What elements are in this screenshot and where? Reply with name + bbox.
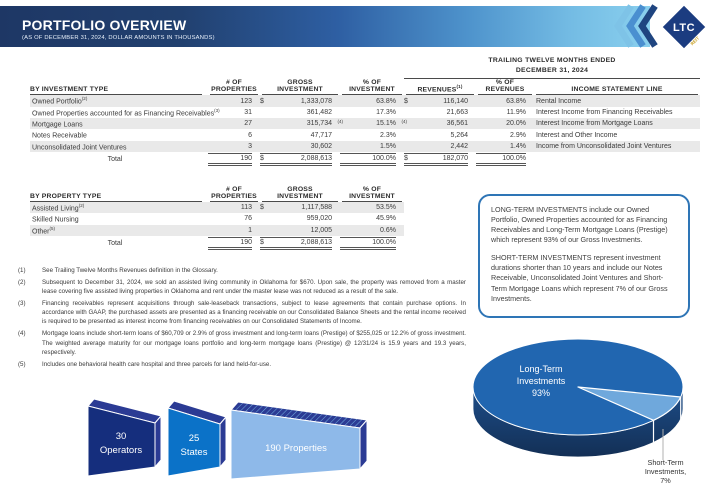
ttm-header (404, 56, 700, 79)
banner-graphic (78, 392, 378, 486)
footnote-item: (5) Includes one behavioral health care hospital and three parcels for land held-for-use. (18, 360, 272, 368)
banner-value: 30 (115, 431, 127, 442)
header-band (0, 6, 650, 47)
col-num-properties: # OF PROPERTIES (211, 79, 257, 94)
col-pct-revenues: % OF REVENUES (478, 79, 532, 95)
chevron-left-icon (642, 6, 655, 46)
banner-properties (231, 402, 367, 479)
pie-label-long-term: Long-Term Investments 93% (516, 364, 566, 399)
footnote-item: (1) See Trailing Twelve Months Revenues definition in the Glossary. (18, 267, 218, 274)
banner-value: 190 Properties (265, 443, 327, 454)
header-text (22, 17, 215, 41)
investment-definitions-box (478, 194, 690, 318)
col-gross-investment: GROSS INVESTMENT (262, 186, 338, 202)
property-table-header (30, 186, 404, 202)
banner-value: 25 (188, 433, 200, 444)
footnote-item: (2) Subsequent to December 31, 2024, we sold an assisted living community in Oklahoma for $670. Upon sale, the property was removed from a master lease covering five assisted living properties in Oklahoma and rent under the master lease was not reduced as a result of the sale. (18, 278, 466, 296)
col-gross-investment: GROSS INVESTMENT (262, 79, 338, 95)
short-term-definition: SHORT-TERM INVESTMENTS represent investment durations shorter than 10 years and include our Notes Receivable, Unconsolidated Joint Ventures and Short-Term Mortgage Loans which represent 7% of our Gross Investments. (491, 253, 668, 303)
col-income-statement-line: INCOME STATEMENT LINE (536, 86, 698, 95)
logo-reit-text: REIT (689, 35, 701, 47)
table-row: Owned Portfolio$^{(2)}$ 123 $ 1,333,078 63.8% $ 116,140 63.8% Rental Income (30, 95, 700, 106)
col-revenues: REVENUES$^{(1)}$ (406, 84, 474, 95)
banner-shapes (78, 392, 378, 486)
table-row: Assisted Living$^{(2)}$ 113 $ 1,117,588 53.5% (30, 202, 404, 213)
ltc-logo-graphic (588, 1, 710, 53)
table-row: Unconsolidated Joint Ventures 3 30,602 1.5% 2,442 1.4% Income from Unconsolidated Joint Ventures (30, 141, 700, 152)
page-title: PORTFOLIO OVERVIEW (22, 17, 187, 33)
col-pct-investment: % OF INVESTMENT (342, 186, 402, 202)
property-table (30, 186, 404, 251)
total-row: Total 190 $ 2,088,613 100.0% (30, 236, 404, 251)
investment-table (30, 56, 700, 167)
pie-label-short-term: Short-Term Investments, 7% (644, 458, 687, 485)
banner-states (168, 401, 226, 476)
banner-label: Operators (99, 445, 143, 456)
footnotes (18, 266, 466, 371)
col-pct-investment: % OF INVESTMENT (342, 79, 402, 95)
banner-label: States (180, 447, 208, 458)
ltc-logo (588, 1, 710, 53)
total-row: Total 190 $ 2,088,613 100.0% $ 182,070 100.0% (30, 152, 700, 167)
ttm-line2: DECEMBER 31, 2024 (515, 67, 589, 75)
footnote-item: (3) Financing receivables represent acquisitions through sale-leaseback transactions, subject to lease agreements that contain purchase options. In accordance with GAAP, the purchased assets are presented as a financing receivable on our Consolidated Balance Sheets and the rental income received is required to be presented as interest income from financing receivables on our Consolidated Statements of Income. (18, 299, 466, 326)
table-row: Notes Receivable 6 47,717 2.3% 5,264 2.9% Interest and Other Income (32, 131, 618, 140)
col-property-type: BY PROPERTY TYPE (30, 193, 202, 202)
pie-chart (468, 334, 710, 486)
col-num-properties: # OF PROPERTIES (211, 186, 257, 200)
table-row: Mortgage Loans 27 315,734 (4) 15.1% (4) 36,561 20.0% Interest Income from Mortgage Loans (30, 118, 700, 129)
page-subtitle: (AS OF DECEMBER 31, 2024, DOLLAR AMOUNTS IN THOUSANDS) (22, 35, 215, 41)
table-row: Skilled Nursing 76 959,020 45.9% (32, 215, 396, 224)
ttm-header-row (30, 56, 700, 79)
ttm-line1: TRAILING TWELVE MONTHS ENDED (488, 57, 616, 64)
investment-table-header (30, 79, 700, 95)
table-row: Other$^{(5)}$ 1 12,005 0.6% (30, 225, 404, 236)
table-row: Owned Properties accounted for as Financing Receivables$^{(3)}$ 31 361,482 17.3% 21,663 11.9% Interest Income from Financing Receivables (32, 107, 673, 118)
footnote-item: (4) Mortgage loans include short-term loans of $60,709 or 2.9% of gross investment and long-term loans (Prestige) of $255,025 or 12.2% of gross investment. The weighted average maturity for our mortgage loans portfolio and long-term mortgage loans (Prestige) @ 12/31/24 is 15.9 years and 19.3 years, respectively. (18, 330, 466, 356)
col-investment-type: BY INVESTMENT TYPE (30, 86, 202, 95)
logo-text: LTC (672, 22, 696, 34)
banner-operators (88, 399, 161, 476)
long-term-definition: LONG-TERM INVESTMENTS include our Owned Portfolio, Owned Properties accounted for as Financing Receivables and Long-Term Mortgage Loans (Prestige) which represent 93% of our Gross Investments. (491, 205, 668, 245)
